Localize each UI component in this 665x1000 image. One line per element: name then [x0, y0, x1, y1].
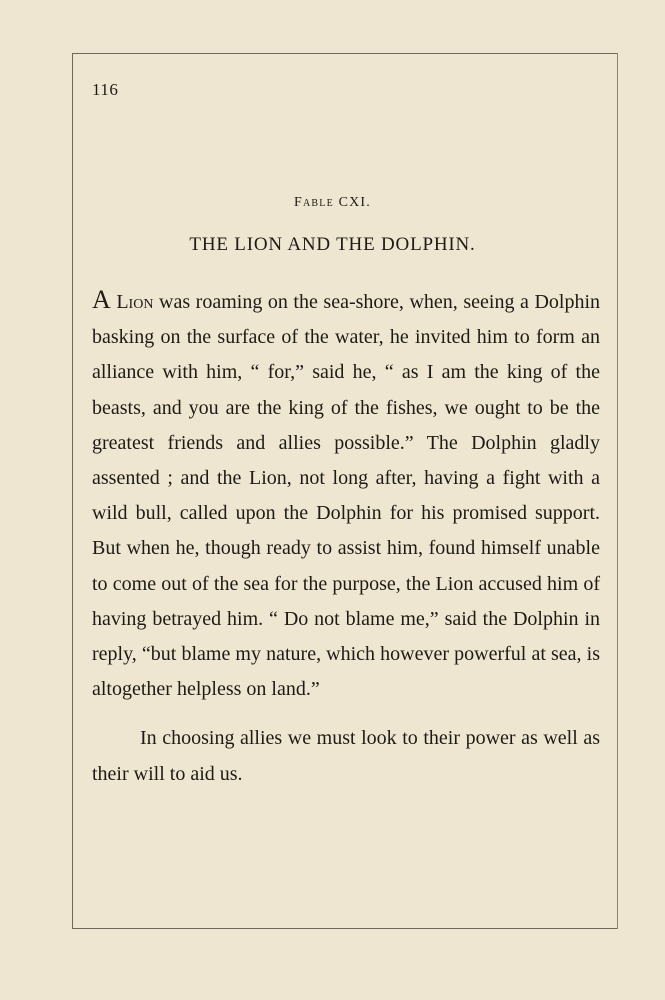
page-number: 116	[92, 80, 119, 99]
page-border-right	[617, 53, 618, 929]
fable-moral: In choosing allies we must look to their power as well as their will to aid us.	[92, 727, 600, 785]
fable-paragraph	[92, 282, 600, 707]
fable-number: Fable CXI.	[293, 195, 371, 210]
fable-title: THE LION AND THE DOLPHIN.	[189, 234, 476, 255]
fable-body	[92, 282, 600, 792]
initial-letter: A	[92, 285, 111, 314]
first-word: Lion	[116, 291, 154, 313]
paragraph-text: was roaming on the sea-shore, when, seeing a Dolphin basking on the surface of the water, he invited him to form an alliance with him, “ for,” said he, “ as I am the king of the beasts, and you are the king of the fishes, we ought to be the greatest friends and allies possible.” The Dolphin gladly assented ; and the Lion, not long after, having a fight with a wild bull, called upon the Dolphin for his promised support. But when he, though ready to assist him, found himself unable to come out of the sea for the purpose, the Lion accused him of having betrayed him. “ Do not blame me,” said the Dolphin in reply, “but blame my nature, which however powerful at sea, is altogether helpless on land.”	[92, 291, 600, 701]
